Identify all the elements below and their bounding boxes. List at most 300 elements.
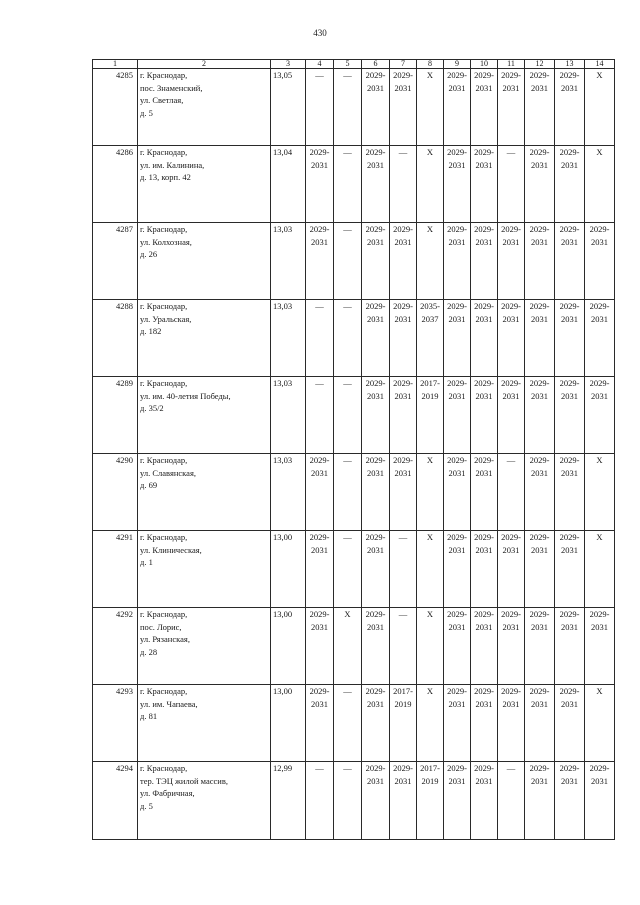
dash-mark: —	[343, 455, 352, 465]
period-cell	[555, 454, 585, 531]
year-range: 2029- 2031	[559, 609, 580, 632]
period-cell	[362, 300, 390, 377]
period-cell	[525, 223, 555, 300]
area-value: 13,03	[271, 377, 306, 454]
dash-mark: —	[343, 70, 352, 80]
year-range: 2029- 2031	[365, 609, 386, 632]
period-cell	[444, 762, 471, 840]
year-range: 2029- 2031	[474, 763, 494, 786]
address-line: ул. Рязанская,	[140, 634, 190, 644]
year-range: 2029- 2031	[447, 532, 467, 555]
address-line: ул. им. Калинина,	[140, 159, 205, 170]
column-header: 11	[498, 60, 525, 69]
address-line: г. Краснодар,	[140, 609, 188, 619]
year-range: 2029- 2031	[393, 763, 413, 786]
dash-mark: —	[343, 686, 352, 696]
address-cell	[138, 762, 271, 840]
period-cell	[306, 454, 334, 531]
year-range: 2017- 2019	[420, 378, 440, 401]
year-range: 2029- 2031	[447, 70, 467, 93]
year-range: 2029- 2031	[309, 532, 330, 555]
column-header: 1	[93, 60, 138, 69]
period-cell	[525, 377, 555, 454]
period-cell	[555, 300, 585, 377]
period-cell	[525, 531, 555, 608]
year-range: 2029- 2031	[309, 147, 330, 170]
period-cell	[362, 685, 390, 762]
period-cell	[498, 146, 525, 223]
x-mark: X	[426, 609, 434, 619]
address-line: д. 5	[140, 107, 153, 118]
dash-mark: —	[343, 301, 352, 311]
period-cell	[334, 685, 362, 762]
period-cell	[498, 300, 525, 377]
column-header: 2	[138, 60, 271, 69]
period-cell	[362, 223, 390, 300]
year-range: 2029- 2031	[393, 224, 413, 247]
period-cell	[444, 223, 471, 300]
year-range: 2029- 2031	[393, 455, 413, 478]
year-range: 2029- 2031	[559, 147, 580, 170]
year-range: 2029- 2031	[447, 378, 467, 401]
period-cell	[417, 608, 444, 685]
year-range: 2029- 2031	[474, 70, 494, 93]
x-mark: X	[426, 455, 434, 465]
year-range: 2029- 2031	[529, 532, 550, 555]
year-range: 2029- 2031	[474, 686, 494, 709]
period-cell	[444, 531, 471, 608]
table-row	[93, 377, 615, 454]
year-range: 2029- 2031	[365, 532, 386, 555]
period-cell	[444, 300, 471, 377]
area-value: 13,04	[271, 146, 306, 223]
period-cell	[525, 69, 555, 146]
period-cell	[444, 146, 471, 223]
address-line: г. Краснодар,	[140, 301, 188, 311]
x-mark: X	[426, 147, 434, 157]
year-range: 2029- 2031	[474, 532, 494, 555]
year-range: 2029- 2031	[365, 686, 386, 709]
year-range: 2029- 2031	[365, 147, 386, 170]
period-cell	[471, 300, 498, 377]
dash-mark: —	[398, 147, 408, 157]
address-cell	[138, 223, 271, 300]
table-row	[93, 146, 615, 223]
period-cell	[498, 454, 525, 531]
year-range: 2029- 2031	[447, 763, 467, 786]
x-mark: X	[426, 224, 434, 234]
address-line: тер. ТЭЦ жилой массив,	[140, 775, 228, 786]
period-cell	[390, 146, 417, 223]
table-row	[93, 69, 615, 146]
period-cell	[498, 69, 525, 146]
period-cell	[555, 531, 585, 608]
address-line: ул. им. Чапаева,	[140, 698, 198, 709]
period-cell	[334, 146, 362, 223]
address-line: д. 28	[140, 646, 158, 657]
address-line: ул. им. 40-летия Победы,	[140, 390, 231, 401]
x-mark: X	[596, 532, 603, 542]
period-cell	[525, 685, 555, 762]
period-cell	[417, 146, 444, 223]
year-range: 2029- 2031	[309, 609, 330, 632]
period-cell	[585, 69, 615, 146]
dash-mark: —	[343, 763, 352, 773]
year-range: 2029- 2031	[393, 301, 413, 324]
year-range: 2029- 2031	[309, 455, 330, 478]
period-cell	[471, 69, 498, 146]
column-header: 3	[271, 60, 306, 69]
x-mark: X	[596, 147, 603, 157]
dash-mark: —	[315, 378, 324, 388]
address-cell	[138, 146, 271, 223]
period-cell	[334, 69, 362, 146]
address-cell	[138, 69, 271, 146]
period-cell	[555, 608, 585, 685]
period-cell	[498, 377, 525, 454]
year-range: 2029- 2031	[447, 686, 467, 709]
period-cell	[417, 454, 444, 531]
year-range: 2029- 2031	[501, 532, 521, 555]
year-range: 2029- 2031	[393, 378, 413, 401]
period-cell	[306, 146, 334, 223]
period-cell	[362, 454, 390, 531]
year-range: 2029- 2031	[589, 763, 610, 786]
year-range: 2029- 2031	[474, 609, 494, 632]
period-cell	[498, 223, 525, 300]
period-cell	[585, 223, 615, 300]
area-value: 12,99	[271, 762, 306, 840]
area-value: 13,00	[271, 685, 306, 762]
period-cell	[525, 300, 555, 377]
x-mark: X	[344, 609, 351, 619]
period-cell	[585, 377, 615, 454]
x-mark: X	[596, 455, 603, 465]
address-line: пос. Лорис,	[140, 621, 182, 632]
period-cell	[334, 608, 362, 685]
address-line: д. 5	[140, 800, 153, 811]
period-cell	[417, 69, 444, 146]
year-range: 2029- 2031	[474, 378, 494, 401]
period-cell	[334, 531, 362, 608]
year-range: 2029- 2031	[589, 378, 610, 401]
year-range: 2029- 2031	[474, 224, 494, 247]
area-value: 13,03	[271, 223, 306, 300]
year-range: 2017- 2019	[393, 686, 413, 709]
x-mark: X	[596, 70, 603, 80]
year-range: 2029- 2031	[501, 224, 521, 247]
year-range: 2029- 2031	[309, 224, 330, 247]
year-range: 2029- 2031	[529, 455, 550, 478]
year-range: 2029- 2031	[559, 70, 580, 93]
period-cell	[555, 762, 585, 840]
period-cell	[417, 223, 444, 300]
period-cell	[306, 685, 334, 762]
period-cell	[471, 608, 498, 685]
period-cell	[334, 454, 362, 531]
row-number: 4289	[93, 377, 138, 454]
year-range: 2029- 2031	[365, 455, 386, 478]
period-cell	[334, 223, 362, 300]
column-header: 4	[306, 60, 334, 69]
period-cell	[390, 377, 417, 454]
period-cell	[498, 608, 525, 685]
period-cell	[555, 69, 585, 146]
period-cell	[417, 762, 444, 840]
row-number: 4287	[93, 223, 138, 300]
year-range: 2029- 2031	[474, 147, 494, 170]
year-range: 2029- 2031	[447, 147, 467, 170]
period-cell	[390, 223, 417, 300]
period-cell	[390, 685, 417, 762]
period-cell	[444, 454, 471, 531]
dash-mark: —	[343, 378, 352, 388]
address-line: пос. Знаменский,	[140, 82, 203, 93]
address-line: г. Краснодар,	[140, 147, 188, 157]
table-row	[93, 685, 615, 762]
column-header: 10	[471, 60, 498, 69]
period-cell	[390, 608, 417, 685]
table-row	[93, 454, 615, 531]
address-line: ул. Фабричная,	[140, 788, 195, 798]
period-cell	[417, 300, 444, 377]
address-line: д. 13, корп. 42	[140, 172, 191, 182]
period-cell	[444, 377, 471, 454]
address-line: ул. Уральская,	[140, 313, 192, 324]
column-header: 5	[334, 60, 362, 69]
period-cell	[471, 377, 498, 454]
period-cell	[525, 762, 555, 840]
year-range: 2029- 2031	[447, 455, 467, 478]
period-cell	[555, 685, 585, 762]
period-cell	[498, 685, 525, 762]
period-cell	[498, 762, 525, 840]
year-range: 2029- 2031	[529, 147, 550, 170]
area-value: 13,03	[271, 300, 306, 377]
period-cell	[334, 377, 362, 454]
period-cell	[306, 223, 334, 300]
address-line: г. Краснодар,	[140, 686, 188, 696]
address-line: д. 81	[140, 711, 158, 721]
year-range: 2029- 2031	[529, 763, 550, 786]
period-cell	[306, 377, 334, 454]
year-range: 2029- 2031	[447, 301, 467, 324]
address-line: г. Краснодар,	[140, 532, 188, 542]
year-range: 2029- 2031	[447, 609, 467, 632]
address-line: д. 35/2	[140, 403, 164, 413]
period-cell	[362, 146, 390, 223]
year-range: 2029- 2031	[589, 609, 610, 632]
dash-mark: —	[315, 301, 324, 311]
period-cell	[525, 608, 555, 685]
period-cell	[306, 300, 334, 377]
year-range: 2029- 2031	[559, 455, 580, 478]
year-range: 2029- 2031	[589, 224, 610, 247]
year-range: 2029- 2031	[365, 70, 386, 93]
year-range: 2029- 2031	[474, 301, 494, 324]
table-row	[93, 762, 615, 840]
year-range: 2035- 2037	[420, 301, 440, 324]
year-range: 2029- 2031	[393, 70, 413, 93]
dash-mark: —	[343, 147, 352, 157]
address-cell	[138, 608, 271, 685]
period-cell	[362, 762, 390, 840]
year-range: 2029- 2031	[501, 609, 521, 632]
period-cell	[306, 531, 334, 608]
year-range: 2029- 2031	[529, 378, 550, 401]
address-line: ул. Славянская,	[140, 467, 196, 478]
year-range: 2029- 2031	[559, 532, 580, 555]
row-number: 4285	[93, 69, 138, 146]
address-line: г. Краснодар,	[140, 378, 188, 388]
column-header: 12	[525, 60, 555, 69]
period-cell	[585, 146, 615, 223]
row-number: 4286	[93, 146, 138, 223]
address-line: ул. Светлая,	[140, 95, 184, 105]
row-number: 4291	[93, 531, 138, 608]
period-cell	[390, 531, 417, 608]
x-mark: X	[596, 686, 603, 696]
row-number: 4293	[93, 685, 138, 762]
period-cell	[362, 69, 390, 146]
address-cell	[138, 377, 271, 454]
period-cell	[585, 762, 615, 840]
period-cell	[417, 685, 444, 762]
period-cell	[525, 146, 555, 223]
year-range: 2029- 2031	[559, 301, 580, 324]
dash-mark: —	[398, 532, 408, 542]
table-row	[93, 608, 615, 685]
period-cell	[444, 69, 471, 146]
column-header: 6	[362, 60, 390, 69]
page-number: 430	[313, 28, 327, 38]
column-header: 13	[555, 60, 585, 69]
period-cell	[498, 531, 525, 608]
column-header: 8	[417, 60, 444, 69]
table-row	[93, 531, 615, 608]
area-value: 13,00	[271, 531, 306, 608]
column-header: 9	[444, 60, 471, 69]
period-cell	[555, 377, 585, 454]
year-range: 2017- 2019	[420, 763, 440, 786]
year-range: 2029- 2031	[365, 763, 386, 786]
row-number: 4292	[93, 608, 138, 685]
dash-mark: —	[343, 224, 352, 234]
period-cell	[334, 762, 362, 840]
address-line: д. 1	[140, 557, 153, 567]
period-cell	[471, 146, 498, 223]
year-range: 2029- 2031	[501, 686, 521, 709]
period-cell	[585, 454, 615, 531]
x-mark: X	[426, 532, 434, 542]
address-cell	[138, 300, 271, 377]
dash-mark: —	[506, 763, 516, 773]
period-cell	[390, 454, 417, 531]
address-line: д. 182	[140, 326, 162, 336]
period-cell	[585, 608, 615, 685]
period-cell	[334, 300, 362, 377]
dash-mark: —	[315, 763, 324, 773]
period-cell	[585, 685, 615, 762]
dash-mark: —	[398, 609, 408, 619]
table-header-row	[93, 60, 615, 69]
address-cell	[138, 531, 271, 608]
period-cell	[525, 454, 555, 531]
row-number: 4290	[93, 454, 138, 531]
period-cell	[555, 223, 585, 300]
dash-mark: —	[343, 532, 352, 542]
year-range: 2029- 2031	[309, 686, 330, 709]
year-range: 2029- 2031	[589, 301, 610, 324]
x-mark: X	[426, 70, 434, 80]
period-cell	[306, 69, 334, 146]
year-range: 2029- 2031	[529, 224, 550, 247]
period-cell	[417, 531, 444, 608]
address-line: г. Краснодар,	[140, 763, 188, 773]
address-line: д. 26	[140, 249, 158, 259]
area-value: 13,00	[271, 608, 306, 685]
year-range: 2029- 2031	[559, 763, 580, 786]
year-range: 2029- 2031	[559, 378, 580, 401]
year-range: 2029- 2031	[529, 70, 550, 93]
area-value: 13,03	[271, 454, 306, 531]
period-cell	[444, 685, 471, 762]
period-cell	[471, 685, 498, 762]
period-cell	[555, 146, 585, 223]
period-cell	[390, 762, 417, 840]
row-number: 4288	[93, 300, 138, 377]
period-cell	[390, 69, 417, 146]
dash-mark: —	[506, 147, 516, 157]
year-range: 2029- 2031	[365, 224, 386, 247]
period-cell	[471, 762, 498, 840]
row-number: 4294	[93, 762, 138, 840]
year-range: 2029- 2031	[501, 378, 521, 401]
year-range: 2029- 2031	[447, 224, 467, 247]
period-cell	[417, 377, 444, 454]
year-range: 2029- 2031	[559, 686, 580, 709]
x-mark: X	[426, 686, 434, 696]
register-table	[92, 59, 615, 840]
column-header: 14	[585, 60, 615, 69]
period-cell	[362, 608, 390, 685]
period-cell	[471, 454, 498, 531]
period-cell	[362, 377, 390, 454]
address-line: д. 69	[140, 480, 158, 490]
year-range: 2029- 2031	[365, 378, 386, 401]
period-cell	[585, 531, 615, 608]
address-cell	[138, 454, 271, 531]
period-cell	[306, 608, 334, 685]
period-cell	[306, 762, 334, 840]
table-row	[93, 223, 615, 300]
address-line: ул. Клиническая,	[140, 544, 202, 555]
year-range: 2029- 2031	[365, 301, 386, 324]
year-range: 2029- 2031	[501, 301, 521, 324]
period-cell	[362, 531, 390, 608]
column-header: 7	[390, 60, 417, 69]
address-line: г. Краснодар,	[140, 455, 188, 465]
period-cell	[585, 300, 615, 377]
address-line: г. Краснодар,	[140, 70, 188, 80]
address-line: г. Краснодар,	[140, 224, 188, 234]
table-row	[93, 300, 615, 377]
dash-mark: —	[315, 70, 324, 80]
address-line: ул. Колхозная,	[140, 236, 192, 247]
year-range: 2029- 2031	[529, 686, 550, 709]
period-cell	[444, 608, 471, 685]
period-cell	[390, 300, 417, 377]
